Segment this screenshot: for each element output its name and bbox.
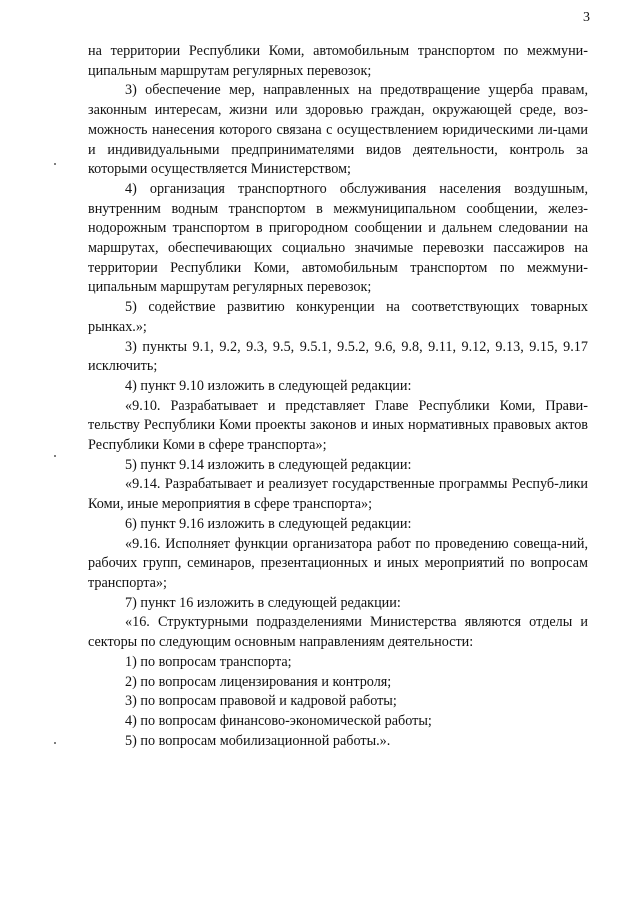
list-item: 3) по вопросам правовой и кадровой работы; — [125, 693, 397, 710]
page-number: 3 — [583, 10, 590, 25]
paragraph: 5) пункт 9.14 изложить в следующей редакции: — [125, 456, 412, 473]
paragraph: 7) пункт 16 изложить в следующей редакции: — [125, 594, 401, 611]
document-body — [88, 42, 588, 751]
list-item: 5) по вопросам мобилизационной работы.». — [125, 732, 391, 749]
paragraph: «9.10. Разрабатывает и представляет Главе Республики Коми, Прави-тельству Республики Коми проекты законов и иных нормативных правовых актов Республики Коми в сфере транспорта»; — [88, 397, 588, 454]
paragraph: 6) пункт 9.16 изложить в следующей редакции: — [125, 515, 412, 532]
margin-mark — [54, 163, 56, 165]
list-item: 4) по вопросам финансово-экономической работы; — [125, 712, 432, 729]
paragraph: «9.14. Разрабатывает и реализует государственные программы Респуб-лики Коми, иные мероприятия в сфере транспорта»; — [88, 476, 588, 513]
paragraph: «16. Структурными подразделениями Министерства являются отделы и секторы по следующим основным направлениям деятельности: — [88, 614, 588, 651]
paragraph: 3) пункты 9.1, 9.2, 9.3, 9.5, 9.5.1, 9.5.2, 9.6, 9.8, 9.11, 9.12, 9.13, 9.15, 9.17 исключить; — [88, 338, 588, 375]
list-item: 1) по вопросам транспорта; — [125, 653, 292, 670]
paragraph: 5) содействие развитию конкуренции на соответствующих товарных рынках.»; — [88, 299, 588, 335]
paragraph: 3) обеспечение мер, направленных на предотвращение ущерба правам, законным интересам, жизни или здоровью граждан, окружающей среде, воз-можность нанесения которого связана с осуществлением юридическими ли-цами и индивидуальными предпринимателями видов деятельности, контроль за которыми осуществляется Министерством; — [88, 82, 588, 178]
paragraph: на территории Республики Коми, автомобильным транспортом по межмуни-ципальным маршрутам регулярных перевозок; — [88, 43, 588, 79]
paragraph: 4) организация транспортного обслуживания населения воздушным, внутренним водным транспортом в межмуниципальном сообщении, желез-нодорожным транспортом в пригородном сообщении и дальнем следовании на маршрутах, обеспечивающих социально значимые перевозки пассажиров на территории Республики Коми, автомобильным транспортом по межмуни-ципальным маршрутам регулярных перевозок; — [88, 180, 588, 296]
margin-mark — [54, 455, 56, 457]
paragraph: 4) пункт 9.10 изложить в следующей редакции: — [125, 377, 412, 394]
paragraph: «9.16. Исполняет функции организатора работ по проведению совеща-ний, рабочих групп, семинаров, презентационных и иных мероприятий по вопросам транспорта»; — [88, 535, 588, 591]
list-item: 2) по вопросам лицензирования и контроля; — [125, 673, 392, 690]
margin-mark — [54, 742, 56, 744]
